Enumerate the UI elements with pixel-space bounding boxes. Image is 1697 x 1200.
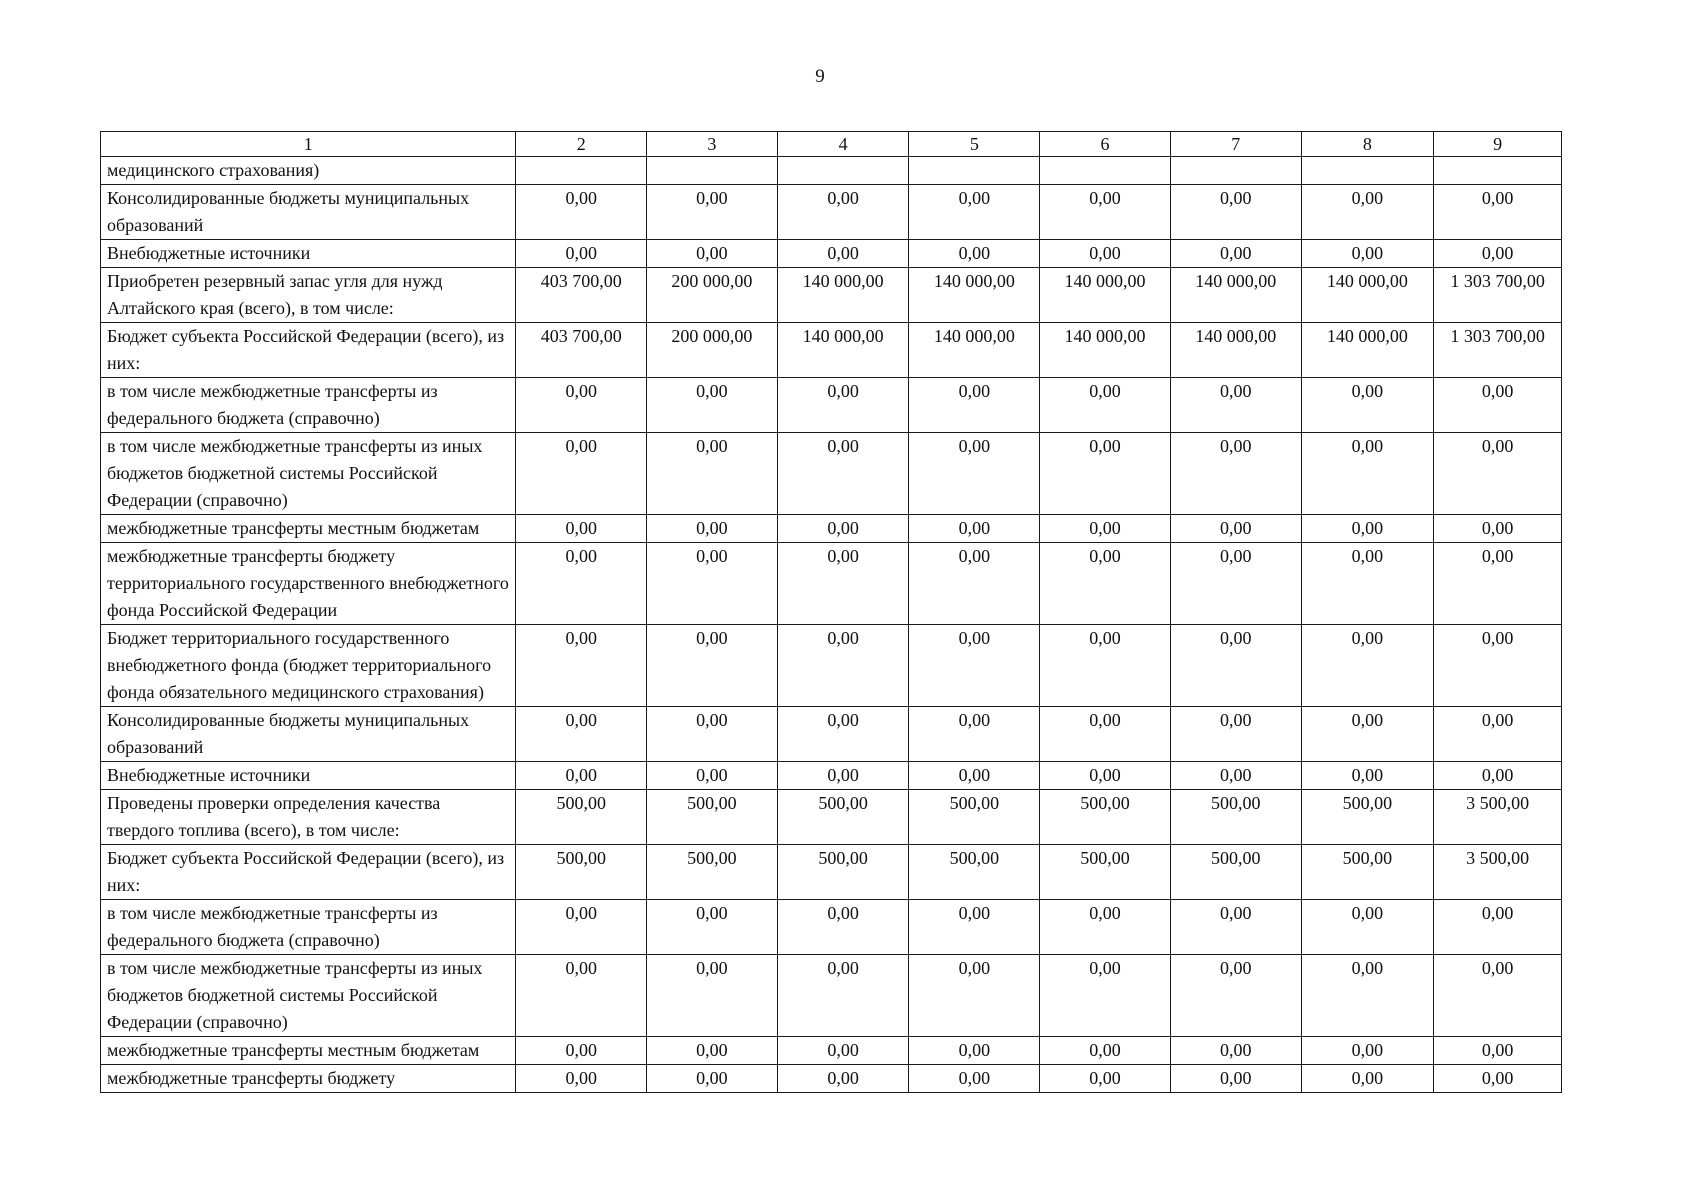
row-label: межбюджетные трансферты местным бюджетам bbox=[101, 515, 516, 543]
value-cell: 0,00 bbox=[909, 240, 1040, 268]
table-row bbox=[101, 323, 1562, 378]
value-cell: 0,00 bbox=[647, 240, 778, 268]
value-cell: 0,00 bbox=[1170, 378, 1301, 433]
table-row bbox=[101, 157, 1562, 185]
row-label: межбюджетные трансферты местным бюджетам bbox=[101, 1037, 516, 1065]
value-cell: 500,00 bbox=[777, 790, 909, 845]
value-cell: 0,00 bbox=[647, 625, 778, 707]
value-cell: 0,00 bbox=[1040, 185, 1171, 240]
value-cell: 0,00 bbox=[1170, 625, 1301, 707]
value-cell: 500,00 bbox=[516, 790, 647, 845]
value-cell: 0,00 bbox=[516, 543, 647, 625]
table-row bbox=[101, 543, 1562, 625]
column-header-8: 8 bbox=[1301, 132, 1434, 157]
table-row bbox=[101, 762, 1562, 790]
value-cell: 0,00 bbox=[516, 1065, 647, 1093]
value-cell: 0,00 bbox=[1434, 707, 1562, 762]
value-cell: 500,00 bbox=[1040, 790, 1171, 845]
value-cell: 0,00 bbox=[1434, 240, 1562, 268]
row-label: Консолидированные бюджеты муниципальных образований bbox=[101, 185, 516, 240]
row-label: в том числе межбюджетные трансферты из иных бюджетов бюджетной системы Российской Федерации (справочно) bbox=[101, 433, 516, 515]
value-cell: 0,00 bbox=[647, 707, 778, 762]
value-cell bbox=[1434, 157, 1562, 185]
value-cell: 500,00 bbox=[1301, 845, 1434, 900]
value-cell: 500,00 bbox=[516, 845, 647, 900]
value-cell: 0,00 bbox=[909, 378, 1040, 433]
value-cell: 0,00 bbox=[516, 185, 647, 240]
value-cell: 0,00 bbox=[1434, 762, 1562, 790]
value-cell: 140 000,00 bbox=[1170, 323, 1301, 378]
value-cell: 0,00 bbox=[909, 900, 1040, 955]
value-cell: 0,00 bbox=[777, 433, 909, 515]
value-cell: 0,00 bbox=[777, 543, 909, 625]
column-header-4: 4 bbox=[777, 132, 909, 157]
column-header-3: 3 bbox=[647, 132, 778, 157]
value-cell: 500,00 bbox=[1170, 790, 1301, 845]
value-cell: 0,00 bbox=[1301, 625, 1434, 707]
value-cell: 403 700,00 bbox=[516, 323, 647, 378]
value-cell: 0,00 bbox=[1040, 515, 1171, 543]
value-cell: 0,00 bbox=[1301, 240, 1434, 268]
value-cell: 0,00 bbox=[909, 433, 1040, 515]
value-cell: 0,00 bbox=[1434, 433, 1562, 515]
value-cell: 0,00 bbox=[1434, 378, 1562, 433]
table-row bbox=[101, 790, 1562, 845]
value-cell: 0,00 bbox=[777, 625, 909, 707]
value-cell: 140 000,00 bbox=[1040, 268, 1171, 323]
value-cell: 0,00 bbox=[1301, 185, 1434, 240]
row-label: Бюджет субъекта Российской Федерации (всего), из них: bbox=[101, 845, 516, 900]
row-label: в том числе межбюджетные трансферты из иных бюджетов бюджетной системы Российской Федерации (справочно) bbox=[101, 955, 516, 1037]
value-cell: 0,00 bbox=[1434, 1065, 1562, 1093]
value-cell: 0,00 bbox=[1040, 1037, 1171, 1065]
row-label: Приобретен резервный запас угля для нужд Алтайского края (всего), в том числе: bbox=[101, 268, 516, 323]
table-row bbox=[101, 433, 1562, 515]
value-cell: 0,00 bbox=[1040, 625, 1171, 707]
value-cell: 500,00 bbox=[1170, 845, 1301, 900]
table-row bbox=[101, 240, 1562, 268]
value-cell: 0,00 bbox=[777, 762, 909, 790]
value-cell: 0,00 bbox=[1301, 543, 1434, 625]
value-cell: 0,00 bbox=[777, 1065, 909, 1093]
table-row bbox=[101, 1037, 1562, 1065]
value-cell: 500,00 bbox=[647, 845, 778, 900]
value-cell: 0,00 bbox=[909, 955, 1040, 1037]
value-cell: 0,00 bbox=[909, 1065, 1040, 1093]
value-cell bbox=[909, 157, 1040, 185]
value-cell: 0,00 bbox=[909, 707, 1040, 762]
value-cell: 200 000,00 bbox=[647, 268, 778, 323]
value-cell: 0,00 bbox=[516, 1037, 647, 1065]
value-cell: 0,00 bbox=[909, 543, 1040, 625]
column-header-1: 1 bbox=[101, 132, 516, 157]
value-cell: 1 303 700,00 bbox=[1434, 268, 1562, 323]
value-cell: 0,00 bbox=[1170, 515, 1301, 543]
value-cell: 0,00 bbox=[647, 515, 778, 543]
value-cell: 0,00 bbox=[516, 433, 647, 515]
value-cell: 0,00 bbox=[1434, 900, 1562, 955]
value-cell: 0,00 bbox=[1434, 1037, 1562, 1065]
value-cell: 0,00 bbox=[1301, 955, 1434, 1037]
value-cell: 0,00 bbox=[909, 185, 1040, 240]
value-cell: 3 500,00 bbox=[1434, 790, 1562, 845]
value-cell: 0,00 bbox=[516, 762, 647, 790]
value-cell: 0,00 bbox=[647, 543, 778, 625]
value-cell: 0,00 bbox=[777, 185, 909, 240]
value-cell: 0,00 bbox=[1040, 1065, 1171, 1093]
value-cell: 0,00 bbox=[516, 625, 647, 707]
row-label: Проведены проверки определения качества твердого топлива (всего), в том числе: bbox=[101, 790, 516, 845]
value-cell: 140 000,00 bbox=[777, 323, 909, 378]
row-label: Консолидированные бюджеты муниципальных образований bbox=[101, 707, 516, 762]
value-cell: 0,00 bbox=[1434, 543, 1562, 625]
value-cell: 0,00 bbox=[647, 185, 778, 240]
value-cell: 0,00 bbox=[516, 240, 647, 268]
value-cell: 0,00 bbox=[647, 1037, 778, 1065]
value-cell: 403 700,00 bbox=[516, 268, 647, 323]
value-cell: 0,00 bbox=[777, 240, 909, 268]
value-cell: 0,00 bbox=[1301, 378, 1434, 433]
value-cell: 0,00 bbox=[1040, 900, 1171, 955]
row-label: Бюджет субъекта Российской Федерации (всего), из них: bbox=[101, 323, 516, 378]
value-cell: 0,00 bbox=[1301, 433, 1434, 515]
table-row bbox=[101, 1065, 1562, 1093]
table-row bbox=[101, 185, 1562, 240]
value-cell: 0,00 bbox=[516, 900, 647, 955]
value-cell: 0,00 bbox=[909, 515, 1040, 543]
row-label: межбюджетные трансферты бюджету bbox=[101, 1065, 516, 1093]
value-cell bbox=[1301, 157, 1434, 185]
column-header-6: 6 bbox=[1040, 132, 1171, 157]
row-label: Внебюджетные источники bbox=[101, 240, 516, 268]
value-cell: 500,00 bbox=[647, 790, 778, 845]
value-cell: 0,00 bbox=[1170, 762, 1301, 790]
value-cell: 0,00 bbox=[516, 955, 647, 1037]
value-cell: 0,00 bbox=[647, 378, 778, 433]
value-cell bbox=[1040, 157, 1171, 185]
value-cell: 0,00 bbox=[777, 515, 909, 543]
value-cell: 0,00 bbox=[1301, 762, 1434, 790]
value-cell: 140 000,00 bbox=[1170, 268, 1301, 323]
value-cell: 0,00 bbox=[1040, 240, 1171, 268]
value-cell: 0,00 bbox=[777, 1037, 909, 1065]
row-label: Бюджет территориального государственного внебюджетного фонда (бюджет территориального фонда обязательного медицинского страхования) bbox=[101, 625, 516, 707]
value-cell: 0,00 bbox=[909, 762, 1040, 790]
value-cell: 0,00 bbox=[516, 707, 647, 762]
value-cell: 0,00 bbox=[777, 707, 909, 762]
column-header-7: 7 bbox=[1170, 132, 1301, 157]
value-cell: 140 000,00 bbox=[1301, 323, 1434, 378]
value-cell: 500,00 bbox=[1301, 790, 1434, 845]
value-cell: 0,00 bbox=[1040, 433, 1171, 515]
value-cell bbox=[777, 157, 909, 185]
value-cell: 0,00 bbox=[1170, 1065, 1301, 1093]
value-cell: 140 000,00 bbox=[1040, 323, 1171, 378]
value-cell: 0,00 bbox=[1170, 955, 1301, 1037]
value-cell: 0,00 bbox=[1040, 955, 1171, 1037]
row-label: Внебюджетные источники bbox=[101, 762, 516, 790]
table-row bbox=[101, 625, 1562, 707]
value-cell: 0,00 bbox=[647, 900, 778, 955]
value-cell: 0,00 bbox=[1040, 378, 1171, 433]
table-row bbox=[101, 845, 1562, 900]
value-cell: 0,00 bbox=[1434, 185, 1562, 240]
row-label: медицинского страхования) bbox=[101, 157, 516, 185]
value-cell: 0,00 bbox=[516, 378, 647, 433]
value-cell: 200 000,00 bbox=[647, 323, 778, 378]
value-cell: 0,00 bbox=[1040, 707, 1171, 762]
value-cell: 140 000,00 bbox=[909, 323, 1040, 378]
value-cell: 0,00 bbox=[1434, 515, 1562, 543]
value-cell: 500,00 bbox=[909, 790, 1040, 845]
value-cell: 0,00 bbox=[777, 900, 909, 955]
value-cell: 0,00 bbox=[1434, 625, 1562, 707]
value-cell bbox=[1170, 157, 1301, 185]
value-cell: 0,00 bbox=[516, 515, 647, 543]
value-cell: 0,00 bbox=[777, 378, 909, 433]
value-cell: 0,00 bbox=[1170, 185, 1301, 240]
table-row bbox=[101, 378, 1562, 433]
value-cell bbox=[516, 157, 647, 185]
value-cell: 500,00 bbox=[1040, 845, 1171, 900]
value-cell: 0,00 bbox=[1301, 1037, 1434, 1065]
value-cell: 0,00 bbox=[1170, 900, 1301, 955]
table-row bbox=[101, 707, 1562, 762]
value-cell: 0,00 bbox=[1170, 1037, 1301, 1065]
value-cell: 0,00 bbox=[1301, 515, 1434, 543]
row-label: межбюджетные трансферты бюджету территориального государственного внебюджетного фонда Российской Федерации bbox=[101, 543, 516, 625]
table-row bbox=[101, 268, 1562, 323]
value-cell: 0,00 bbox=[647, 762, 778, 790]
budget-table bbox=[100, 131, 1562, 1093]
column-header-5: 5 bbox=[909, 132, 1040, 157]
column-header-2: 2 bbox=[516, 132, 647, 157]
value-cell: 500,00 bbox=[909, 845, 1040, 900]
value-cell: 0,00 bbox=[647, 433, 778, 515]
value-cell: 0,00 bbox=[909, 625, 1040, 707]
value-cell: 0,00 bbox=[1170, 707, 1301, 762]
page-number: 9 bbox=[815, 66, 825, 87]
value-cell: 140 000,00 bbox=[909, 268, 1040, 323]
column-header-9: 9 bbox=[1434, 132, 1562, 157]
value-cell: 3 500,00 bbox=[1434, 845, 1562, 900]
table-row bbox=[101, 955, 1562, 1037]
value-cell: 0,00 bbox=[1434, 955, 1562, 1037]
value-cell: 140 000,00 bbox=[1301, 268, 1434, 323]
value-cell: 0,00 bbox=[777, 955, 909, 1037]
value-cell: 0,00 bbox=[647, 1065, 778, 1093]
value-cell: 0,00 bbox=[909, 1037, 1040, 1065]
table-row bbox=[101, 515, 1562, 543]
value-cell: 0,00 bbox=[1170, 433, 1301, 515]
value-cell bbox=[647, 157, 778, 185]
value-cell: 0,00 bbox=[647, 955, 778, 1037]
value-cell: 1 303 700,00 bbox=[1434, 323, 1562, 378]
value-cell: 0,00 bbox=[1040, 762, 1171, 790]
value-cell: 0,00 bbox=[1301, 707, 1434, 762]
value-cell: 0,00 bbox=[1301, 900, 1434, 955]
table-row bbox=[101, 900, 1562, 955]
value-cell: 500,00 bbox=[777, 845, 909, 900]
value-cell: 0,00 bbox=[1040, 543, 1171, 625]
value-cell: 0,00 bbox=[1170, 543, 1301, 625]
table-header-row bbox=[101, 132, 1562, 157]
row-label: в том числе межбюджетные трансферты из федерального бюджета (справочно) bbox=[101, 900, 516, 955]
row-label: в том числе межбюджетные трансферты из федерального бюджета (справочно) bbox=[101, 378, 516, 433]
value-cell: 140 000,00 bbox=[777, 268, 909, 323]
value-cell: 0,00 bbox=[1301, 1065, 1434, 1093]
value-cell: 0,00 bbox=[1170, 240, 1301, 268]
